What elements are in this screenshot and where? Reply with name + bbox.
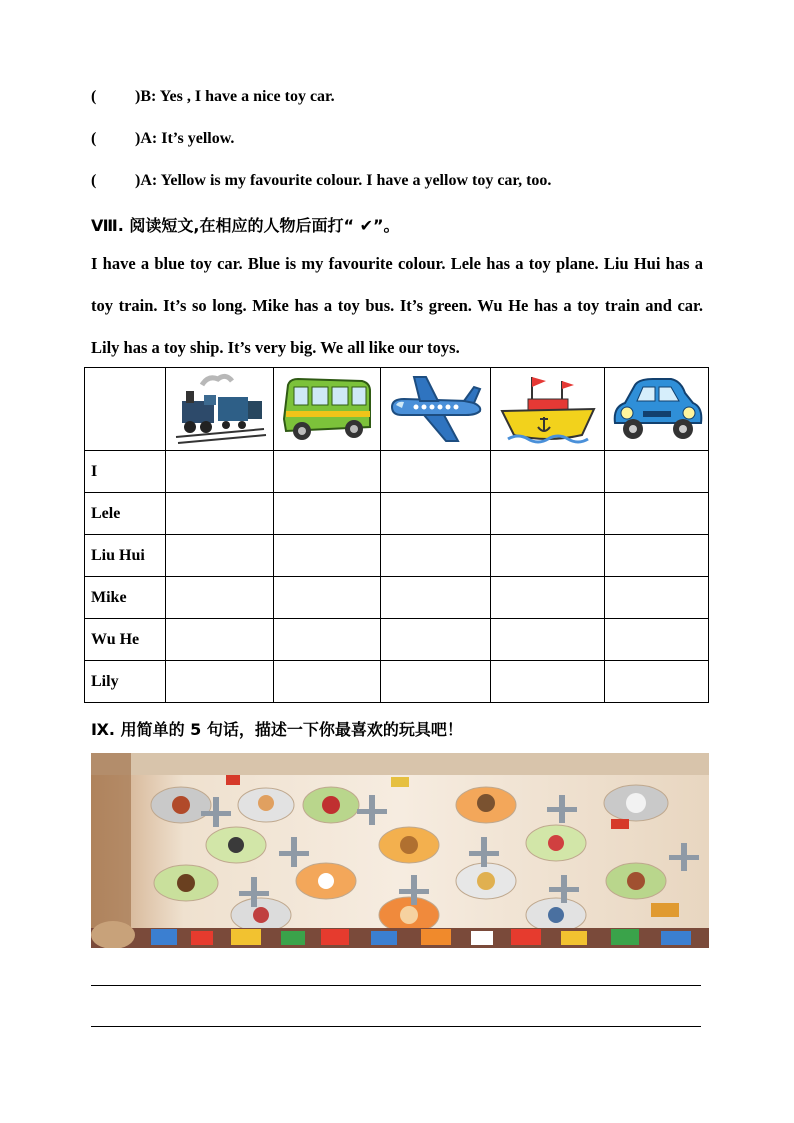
dialogue-text: A: Yellow is my favourite colour. I have a yellow toy car, too. (140, 172, 552, 189)
table-corner-cell (85, 368, 166, 451)
check-cell[interactable] (274, 451, 381, 493)
ship-icon (498, 371, 598, 447)
check-cell[interactable] (605, 535, 709, 577)
check-cell[interactable] (491, 619, 605, 661)
check-cell[interactable] (381, 577, 491, 619)
check-cell[interactable] (381, 451, 491, 493)
check-cell[interactable] (274, 661, 381, 703)
section-8-number: Ⅷ. (91, 216, 124, 235)
toy-header-plane (381, 368, 491, 451)
table-row (85, 661, 709, 703)
writing-line-1[interactable] (91, 985, 701, 986)
section-8-heading (91, 213, 400, 236)
answer-paren-open: ( (91, 172, 97, 189)
check-cell[interactable] (381, 493, 491, 535)
toy-header-ship (491, 368, 605, 451)
toy-header-train (166, 368, 274, 451)
writing-line-2[interactable] (91, 1026, 701, 1027)
answer-paren-close: ) (135, 130, 141, 147)
row-name: Lele (85, 493, 166, 535)
check-cell[interactable] (605, 619, 709, 661)
check-cell[interactable] (491, 661, 605, 703)
row-name: Wu He (85, 619, 166, 661)
dialogue-line-3 (91, 172, 551, 190)
answer-paren-close: ) (135, 88, 141, 105)
toy-shelf-photo (91, 753, 709, 948)
check-cell[interactable] (491, 577, 605, 619)
plane-icon (386, 371, 486, 447)
check-cell[interactable] (491, 535, 605, 577)
table-row (85, 535, 709, 577)
dialogue-line-2 (91, 130, 234, 148)
table-row (85, 619, 709, 661)
answer-paren-open: ( (91, 130, 97, 147)
check-cell[interactable] (274, 493, 381, 535)
check-cell[interactable] (491, 451, 605, 493)
toy-check-table (84, 367, 709, 703)
answer-paren-open: ( (91, 88, 97, 105)
check-cell[interactable] (605, 451, 709, 493)
check-cell[interactable] (605, 661, 709, 703)
answer-paren-close: ) (135, 172, 141, 189)
check-cell[interactable] (166, 493, 274, 535)
train-icon (172, 371, 268, 447)
dialogue-text: A: It’s yellow. (140, 130, 235, 147)
dialogue-text: B: Yes , I have a nice toy car. (140, 88, 335, 105)
table-row (85, 451, 709, 493)
check-cell[interactable] (274, 535, 381, 577)
check-cell[interactable] (274, 577, 381, 619)
check-cell[interactable] (166, 451, 274, 493)
check-cell[interactable] (166, 619, 274, 661)
row-name: Liu Hui (85, 535, 166, 577)
check-cell[interactable] (605, 493, 709, 535)
section-9-instruction: 用简单的 5 句话，描述一下你最喜欢的玩具吧！ (120, 720, 463, 739)
row-name: Mike (85, 577, 166, 619)
car-icon (609, 371, 705, 447)
check-cell[interactable] (381, 661, 491, 703)
check-cell[interactable] (166, 535, 274, 577)
section-9-heading (91, 717, 463, 740)
check-cell[interactable] (166, 577, 274, 619)
check-cell[interactable] (605, 577, 709, 619)
check-cell[interactable] (166, 661, 274, 703)
check-cell[interactable] (491, 493, 605, 535)
table-row (85, 493, 709, 535)
toy-header-car (605, 368, 709, 451)
section-8-instruction: 阅读短文,在相应的人物后面打“ ✔”。 (129, 216, 400, 235)
bus-icon (278, 371, 376, 447)
section-9-number: Ⅸ. (91, 720, 116, 739)
table-row (85, 577, 709, 619)
reading-passage: I have a blue toy car. Blue is my favourite colour. Lele has a toy plane. Liu Hui has a toy train. It’s so long. Mike has a toy bus. It’s green. Wu He has a toy train and car. Lily has a toy ship. It’s very big. We all like our toys. (91, 254, 703, 357)
dialogue-line-1 (91, 88, 335, 106)
check-cell[interactable] (274, 619, 381, 661)
toy-header-bus (274, 368, 381, 451)
row-name: I (85, 451, 166, 493)
table-header-row (85, 368, 709, 451)
row-name: Lily (85, 661, 166, 703)
check-cell[interactable] (381, 535, 491, 577)
check-cell[interactable] (381, 619, 491, 661)
